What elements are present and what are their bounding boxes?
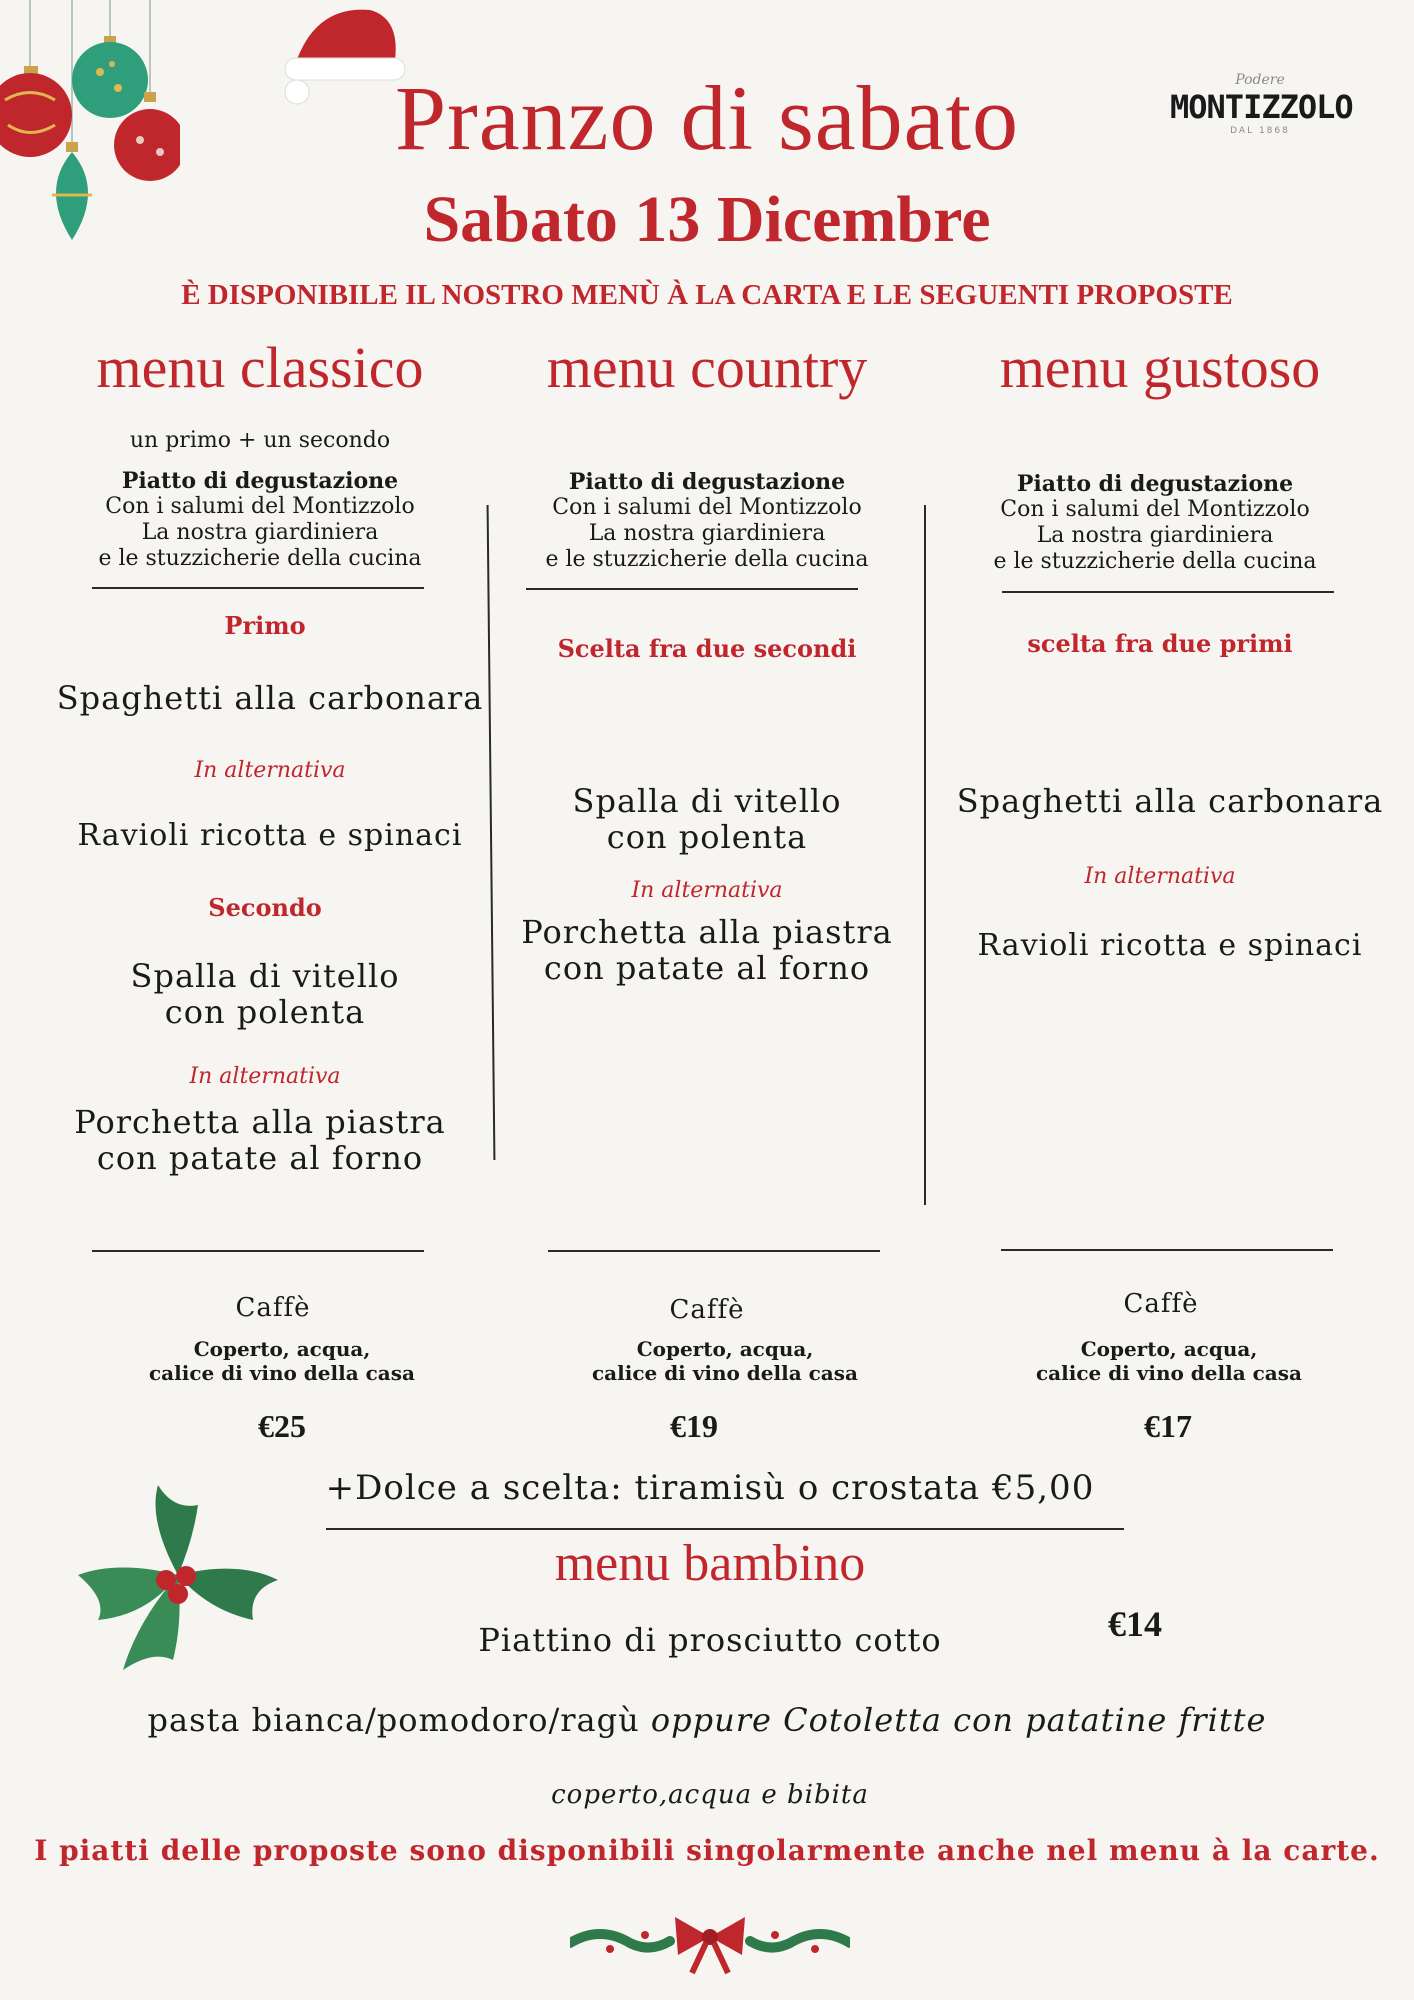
menu-gustoso-tasting-line: Con i salumi del Montizzolo [1000, 497, 1310, 522]
bambino-options-italic: oppure Cotoletta con patatine fritte [650, 1701, 1267, 1739]
bambino-options [40, 1702, 1374, 1738]
dish-item: Porchetta alla piastra [74, 1103, 446, 1141]
bambino-extras: coperto,acqua e bibita [551, 1780, 869, 1810]
dish-item: con patate al forno [543, 949, 871, 987]
extras-text: calice di vino della casa [592, 1361, 858, 1385]
alternative-label: In alternativa [194, 758, 346, 783]
menu-gustoso-tasting-line: La nostra giardiniera [1036, 523, 1274, 548]
dessert-offer: +Dolce a scelta: tiramisù o crostata €5,00 [325, 1468, 1095, 1508]
separator-line [526, 588, 858, 590]
extras-text: Coperto, acqua, [636, 1337, 814, 1361]
menu-gustoso-tasting-title: Piatto di degustazione [1016, 471, 1294, 497]
holly-icon [78, 1480, 278, 1680]
menu-classico-tasting-title: Piatto di degustazione [121, 468, 399, 494]
menu-price: €14 [1108, 1604, 1162, 1644]
menu-country-title: menu country [546, 335, 868, 400]
primo-label: Primo [224, 611, 306, 640]
extras-text: Coperto, acqua, [193, 1337, 371, 1361]
page-title: Pranzo di sabato [394, 67, 1020, 169]
dish-item: con polenta [164, 993, 366, 1031]
menu-country-tasting-line: La nostra giardiniera [588, 521, 826, 546]
separator-line [92, 1250, 424, 1252]
logo-top-text: Podere [1235, 72, 1285, 88]
dish-item: Porchetta alla piastra [521, 913, 893, 951]
extras-text: Coperto, acqua, [1080, 1337, 1258, 1361]
choice-label: scelta fra due primi [1027, 629, 1293, 658]
menu-price: €17 [1144, 1408, 1192, 1444]
page-date: Sabato 13 Dicembre [423, 183, 991, 256]
menu-classico-title: menu classico [96, 335, 424, 400]
separator-line [92, 587, 424, 589]
menu-country-tasting-line: Con i salumi del Montizzolo [552, 495, 862, 520]
coffee-label: Caffè [669, 1295, 745, 1325]
dish-item: Spaghetti alla carbonara [56, 679, 484, 717]
menu-price: €25 [258, 1408, 306, 1444]
separator-line [326, 1528, 1124, 1530]
separator-line [1001, 1249, 1333, 1251]
menu-price: €19 [670, 1408, 718, 1444]
logo-sub-text: DAL 1868 [1230, 126, 1290, 136]
dish-item: con polenta [606, 818, 808, 856]
column-divider [924, 505, 926, 1205]
dish-item: Spalla di vitello [130, 957, 400, 995]
logo-main-text: MONTIZZOLO [1170, 88, 1353, 126]
footer-note: I piatti delle proposte sono disponibili singolarmente anche nel menu à la carte. [34, 1834, 1380, 1867]
choice-label: Scelta fra due secondi [557, 634, 857, 663]
dish-item: Ravioli ricotta e spinaci [977, 928, 1363, 963]
extras-text: calice di vino della casa [149, 1361, 415, 1385]
menu-classico-tasting-line: Con i salumi del Montizzolo [105, 494, 415, 519]
dish-item: Spaghetti alla carbonara [956, 782, 1384, 820]
menu-classico-tasting-line: La nostra giardiniera [141, 520, 379, 545]
separator-line [548, 1250, 880, 1252]
alternative-label: In alternativa [1084, 864, 1236, 889]
coffee-label: Caffè [235, 1293, 311, 1323]
extras-text: calice di vino della casa [1036, 1361, 1302, 1385]
bambino-options-plain: pasta bianca/pomodoro/ragù [147, 1701, 651, 1739]
dish-item: con patate al forno [96, 1139, 424, 1177]
dish-item: Ravioli ricotta e spinaci [77, 818, 463, 853]
dish-item: Spalla di vitello [572, 782, 842, 820]
menu-gustoso-title: menu gustoso [999, 335, 1321, 400]
menu-classico-tasting-line: e le stuzzicherie della cucina [98, 546, 422, 571]
page-subtitle: È DISPONIBILE IL NOSTRO MENÙ À LA CARTA E LE SEGUENTI PROPOSTE [181, 279, 1233, 311]
menu-gustoso-tasting-line: e le stuzzicherie della cucina [993, 549, 1317, 574]
alternative-label: In alternativa [189, 1064, 341, 1089]
holly-garland-icon [570, 1905, 850, 1975]
alternative-label: In alternativa [631, 878, 783, 903]
menu-country-tasting-line: e le stuzzicherie della cucina [545, 547, 869, 572]
dish-item: Piattino di prosciutto cotto [478, 1621, 942, 1659]
secondo-label: Secondo [208, 893, 322, 922]
menu-country-tasting-title: Piatto di degustazione [568, 469, 846, 495]
separator-line [1002, 591, 1334, 593]
menu-bambino-title: menu bambino [554, 1535, 866, 1592]
coffee-label: Caffè [1123, 1289, 1199, 1319]
menu-classico-intro: un primo + un secondo [129, 428, 391, 453]
